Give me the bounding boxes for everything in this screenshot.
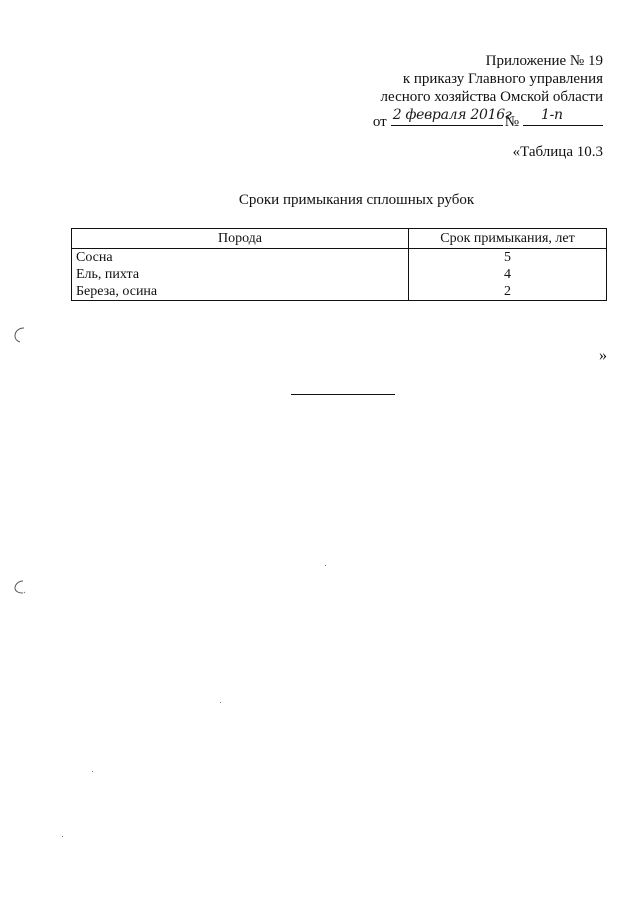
scan-speck <box>62 836 63 837</box>
appendix-header <box>373 52 603 131</box>
species-cell: Береза, осина <box>72 283 409 301</box>
species-cell: Ель, пихта <box>72 266 409 283</box>
scan-speck <box>220 702 221 703</box>
term-cell: 4 <box>409 266 607 283</box>
order-date-line <box>373 108 603 131</box>
separator-line <box>291 394 395 395</box>
term-cell: 2 <box>409 283 607 301</box>
number-sign: № <box>504 114 519 130</box>
table-header-row <box>72 229 607 249</box>
order-reference: к приказу Главного управления <box>402 71 603 87</box>
closing-quote: » <box>599 347 607 364</box>
punch-hole-mark-icon <box>12 326 26 344</box>
table-title: Сроки примыкания сплошных рубок <box>238 192 475 208</box>
table-row <box>72 249 607 267</box>
header-species: Порода <box>72 229 409 249</box>
authority-name: лесного хозяйства Омской области <box>380 89 603 105</box>
header-term: Срок примыкания, лет <box>409 229 607 249</box>
term-cell: 5 <box>409 249 607 267</box>
date-prefix: от <box>372 114 387 130</box>
punch-hole-mark-icon <box>12 578 26 596</box>
table-row <box>72 266 607 283</box>
scan-speck <box>92 771 93 772</box>
handwritten-date: 2 февраля 2016г <box>392 107 512 123</box>
species-cell: Сосна <box>72 249 409 267</box>
number-field <box>523 108 603 126</box>
appendix-number: Приложение № 19 <box>485 53 603 69</box>
scan-speck <box>325 565 326 566</box>
felling-terms-table <box>71 228 607 301</box>
table-reference: «Таблица 10.3 <box>512 144 603 160</box>
date-field <box>391 107 512 126</box>
table-row <box>72 283 607 301</box>
handwritten-number: 1-п <box>541 107 563 123</box>
